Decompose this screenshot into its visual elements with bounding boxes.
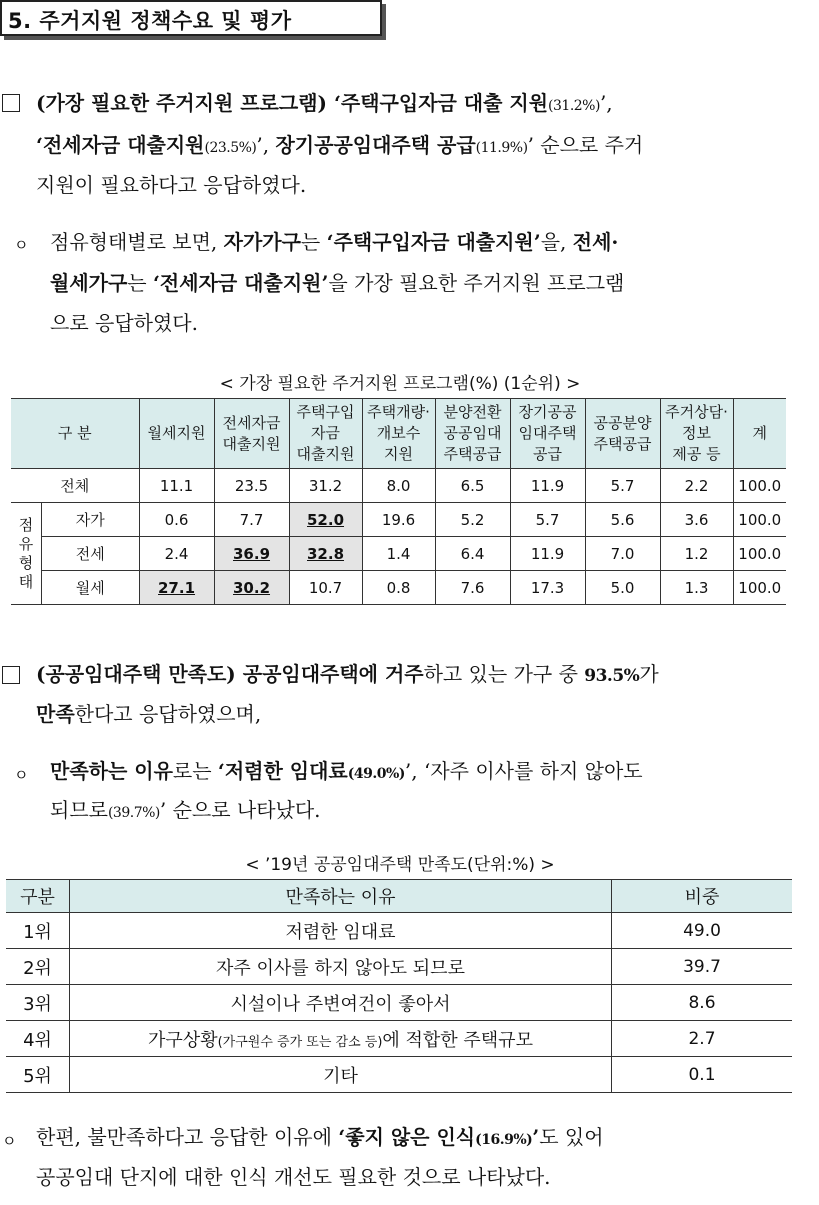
table1-row-monthly: [11, 571, 786, 605]
checkbox-square-icon: [2, 666, 20, 684]
table1-group-label: [11, 503, 42, 605]
table1-row-owner: [11, 503, 786, 537]
table1-header: [214, 399, 289, 469]
table1-cell: 1.3: [660, 571, 733, 605]
table1-row-label: 전세: [42, 537, 140, 571]
header-line: 공공분양: [593, 413, 652, 432]
table1-cell-highlight: 36.9: [214, 537, 289, 571]
header-line: 제공 등: [672, 445, 721, 463]
para4-pct1: (49.0%): [347, 766, 405, 782]
table1-cell: 100.0: [733, 503, 786, 537]
table2-header-reason: 만족하는 이유: [70, 880, 612, 913]
table1-cell: 17.3: [510, 571, 585, 605]
header-line: 공공임대: [443, 424, 502, 442]
table2-value: 0.1: [612, 1057, 793, 1093]
table2-value: 2.7: [612, 1021, 793, 1057]
header-line: 지원: [384, 445, 413, 463]
paragraph-satisfaction-line1: [36, 657, 659, 693]
table2-value: 8.6: [612, 985, 793, 1021]
table1-cell: 7.6: [435, 571, 510, 605]
header-line: 주택공급: [593, 434, 652, 453]
para1-pct2: (23.5%): [204, 140, 257, 156]
table1-cell: 23.5: [214, 469, 289, 503]
paragraph-reason-line1: [50, 754, 643, 791]
para2-intro: 점유형태별로 보면,: [50, 230, 224, 254]
header-line: 계: [752, 424, 767, 442]
group-char: 형: [18, 553, 34, 572]
para1-item3: 장기공공임대주택 공급: [275, 133, 476, 157]
table1-cell: 5.7: [510, 503, 585, 537]
para1-item2: ‘전세자금 대출지원: [36, 133, 205, 157]
table2-reason: 자주 이사를 하지 않아도 되므로: [70, 949, 612, 985]
group-char: 태: [18, 572, 34, 591]
header-line: 전세자금: [222, 413, 281, 432]
table1-row-label: 전체: [11, 469, 139, 503]
para5-reason: ‘좋지 않은 인식: [338, 1125, 476, 1149]
table1-header: [435, 399, 510, 469]
para3-mid: 하고 있는 가구 중: [423, 662, 585, 686]
table1-cell: 11.1: [139, 469, 214, 503]
table1-header: [510, 399, 585, 469]
paragraph-tenure-line1: [50, 225, 618, 259]
header-line: 자금: [311, 424, 340, 442]
para5-q: ’: [532, 1125, 540, 1149]
paragraph-tenure-line3: 으로 응답하였다.: [50, 311, 198, 335]
table2-reason: 저렴한 임대료: [70, 913, 612, 949]
para1-sep2: ’,: [256, 133, 276, 157]
bullet-circle-icon: ㅇ: [14, 766, 29, 784]
table1-cell: 5.2: [435, 503, 510, 537]
header-line: 주택개량·: [367, 403, 430, 421]
para5-mid: 도 있어: [539, 1125, 604, 1149]
table1-cell-highlight: 30.2: [214, 571, 289, 605]
header-line: 장기공공: [518, 403, 577, 421]
table1-row-jeonse: [11, 537, 786, 571]
reason-part: 에 적합한 주택규모: [382, 1029, 533, 1051]
paragraph-program-need-line3: 지원이 필요하다고 응답하였다.: [36, 173, 307, 197]
table1-cell: 100.0: [733, 537, 786, 571]
table1-total-row: [11, 469, 786, 503]
table1-header: [362, 399, 435, 469]
table1-cell: 2.2: [660, 469, 733, 503]
para1-heading: (가장 필요한 주거지원 프로그램): [36, 91, 327, 115]
para3-ga: 가: [639, 662, 659, 686]
reason-part: 가구상황: [148, 1029, 218, 1051]
header-line: 분양전환: [443, 403, 502, 421]
paragraph-reason-line2: [50, 793, 321, 830]
para4-p1: 로는: [172, 759, 218, 783]
table2-reason: [70, 1021, 612, 1057]
table1-cell: 2.4: [139, 537, 214, 571]
table2-header-row: [6, 880, 792, 913]
para2-jeonse: 전세·: [572, 230, 619, 254]
group-char: 유: [18, 534, 34, 553]
table1-cell-highlight: 27.1: [139, 571, 214, 605]
table1-caption: < 가장 필요한 주거지원 프로그램(%) (1순위) >: [219, 374, 581, 394]
table1-cell: 100.0: [733, 571, 786, 605]
table1-cell: 8.0: [362, 469, 435, 503]
para4-heading: 만족하는 이유: [50, 759, 173, 783]
table1-cell: 11.9: [510, 537, 585, 571]
para4-reason2: , ‘자주 이사를 하지 않아도: [411, 759, 643, 783]
table2-header-rank: 구분: [6, 880, 70, 913]
table1-header: [660, 399, 733, 469]
paragraph-program-need-line2: [36, 128, 811, 165]
para2-p1: 는: [300, 230, 327, 254]
para1-pct1: (31.2%): [548, 98, 600, 114]
reason-part-small: (가구원수 증가 또는 감소 등): [217, 1034, 383, 1050]
header-line: 공급: [533, 445, 562, 463]
table1-cell: 31.2: [289, 469, 362, 503]
para2-owner: 자가가구: [223, 230, 301, 254]
para3-pct: 93.5%: [584, 666, 640, 686]
table1-cell: 1.4: [362, 537, 435, 571]
para3-reside: 공공임대주택에 거주: [235, 662, 424, 686]
table1-cell: 3.6: [660, 503, 733, 537]
table2-value: 39.7: [612, 949, 793, 985]
paragraph-dissatisfaction-line2: 공공임대 단지에 대한 인식 개선도 필요한 것으로 나타났다.: [36, 1165, 551, 1189]
header-line: 정보: [682, 424, 711, 442]
header-line: 주택구입: [296, 403, 355, 421]
header-line: 대출지원: [222, 434, 281, 453]
table1-cell: 0.8: [362, 571, 435, 605]
table2-header-share: 비중: [612, 880, 793, 913]
checkbox-square-icon: [2, 94, 20, 112]
para2-p3: 는: [127, 271, 153, 295]
table1-cell: 11.9: [510, 469, 585, 503]
header-line: 임대주택: [518, 424, 577, 442]
table1-cell: 19.6: [362, 503, 435, 537]
para2-p2: 을,: [540, 230, 573, 254]
table2-rank: 2위: [6, 949, 70, 985]
table1-cell: 6.4: [435, 537, 510, 571]
header-line: 대출지원: [296, 445, 355, 463]
para4-reason2-end: 되므로: [50, 798, 108, 822]
table1-cell: 6.5: [435, 469, 510, 503]
para5-intro: 한편, 불만족하다고 응답한 이유에: [36, 1125, 339, 1149]
paragraph-tenure-line2: [50, 266, 624, 300]
para3-tail: 한다고 응답하였으며,: [74, 702, 262, 726]
table2-reason: 시설이나 주변여건이 좋아서: [70, 985, 612, 1021]
table1-header-row: [11, 399, 786, 469]
table1-cell: 0.6: [139, 503, 214, 537]
para1-tail: ’ 순으로 주거: [527, 133, 644, 157]
para3-heading: (공공임대주택 만족도): [36, 662, 236, 686]
table2-row: [6, 1021, 792, 1057]
table1-cell: 100.0: [733, 469, 786, 503]
para4-reason1: ‘저렴한 임대료: [217, 759, 348, 783]
table2-rank: 4위: [6, 1021, 70, 1057]
table1-cell: 5.7: [585, 469, 660, 503]
satisfaction-table: [6, 879, 792, 1093]
paragraph-dissatisfaction-line1: [36, 1120, 604, 1157]
para1-item1: ‘주택구입자금 대출 지원: [326, 91, 549, 115]
para1-pct3: (11.9%): [475, 140, 528, 156]
table1-cell: 5.6: [585, 503, 660, 537]
para4-q1: ’: [404, 759, 412, 783]
paragraph-program-need: [36, 86, 811, 123]
para4-pct2: (39.7%): [107, 805, 160, 821]
table2-row: [6, 949, 792, 985]
program-need-table: [11, 398, 786, 605]
table1-cell: 1.2: [660, 537, 733, 571]
table1-row-label: 자가: [42, 503, 140, 537]
table2-value: 49.0: [612, 913, 793, 949]
table1-row-label: 월세: [42, 571, 140, 605]
table2-row: [6, 913, 792, 949]
table1-cell: 5.0: [585, 571, 660, 605]
table2-rank: 5위: [6, 1057, 70, 1093]
table1-cell: 7.7: [214, 503, 289, 537]
para5-pct: (16.9%): [475, 1132, 533, 1148]
para4-tail: ’ 순으로 나타났다.: [159, 798, 321, 822]
section-title: 5. 주거지원 정책수요 및 평가: [8, 9, 292, 33]
table2-rank: 1위: [6, 913, 70, 949]
header-line: 주택공급: [443, 445, 502, 463]
table2-reason: 기타: [70, 1057, 612, 1093]
header-line: 개보수: [376, 424, 421, 442]
para2-tail: 을 가장 필요한 주거지원 프로그램: [328, 271, 625, 295]
section-title-box: [0, 0, 382, 36]
table2-caption: < ’19년 공공임대주택 만족도(단위:%) >: [245, 855, 555, 875]
header-line: 주거상담·: [665, 403, 728, 421]
bullet-circle-icon: ㅇ: [2, 1132, 17, 1150]
para1-sep1: ’,: [599, 91, 613, 115]
para3-satisfied: 만족: [36, 702, 75, 726]
para2-renter-program: ‘전세자금 대출지원’: [152, 271, 329, 295]
group-char: 점: [18, 515, 34, 534]
table1-cell: 10.7: [289, 571, 362, 605]
para2-monthly: 월세가구: [50, 271, 128, 295]
table2-row: [6, 1057, 792, 1093]
header-line: 월세지원: [147, 424, 206, 442]
table1-cell-highlight: 32.8: [289, 537, 362, 571]
table2-rank: 3위: [6, 985, 70, 1021]
table1-header: [733, 399, 786, 469]
table2-row: [6, 985, 792, 1021]
table1-cell: 7.0: [585, 537, 660, 571]
table1-header: [585, 399, 660, 469]
table1-header: [289, 399, 362, 469]
para2-owner-program: ‘주택구입자금 대출지원’: [326, 230, 541, 254]
table1-header: [139, 399, 214, 469]
table1-corner: 구 분: [11, 399, 139, 469]
paragraph-satisfaction-line2: [36, 697, 261, 731]
bullet-circle-icon: ㅇ: [14, 236, 29, 254]
table1-cell-highlight: 52.0: [289, 503, 362, 537]
